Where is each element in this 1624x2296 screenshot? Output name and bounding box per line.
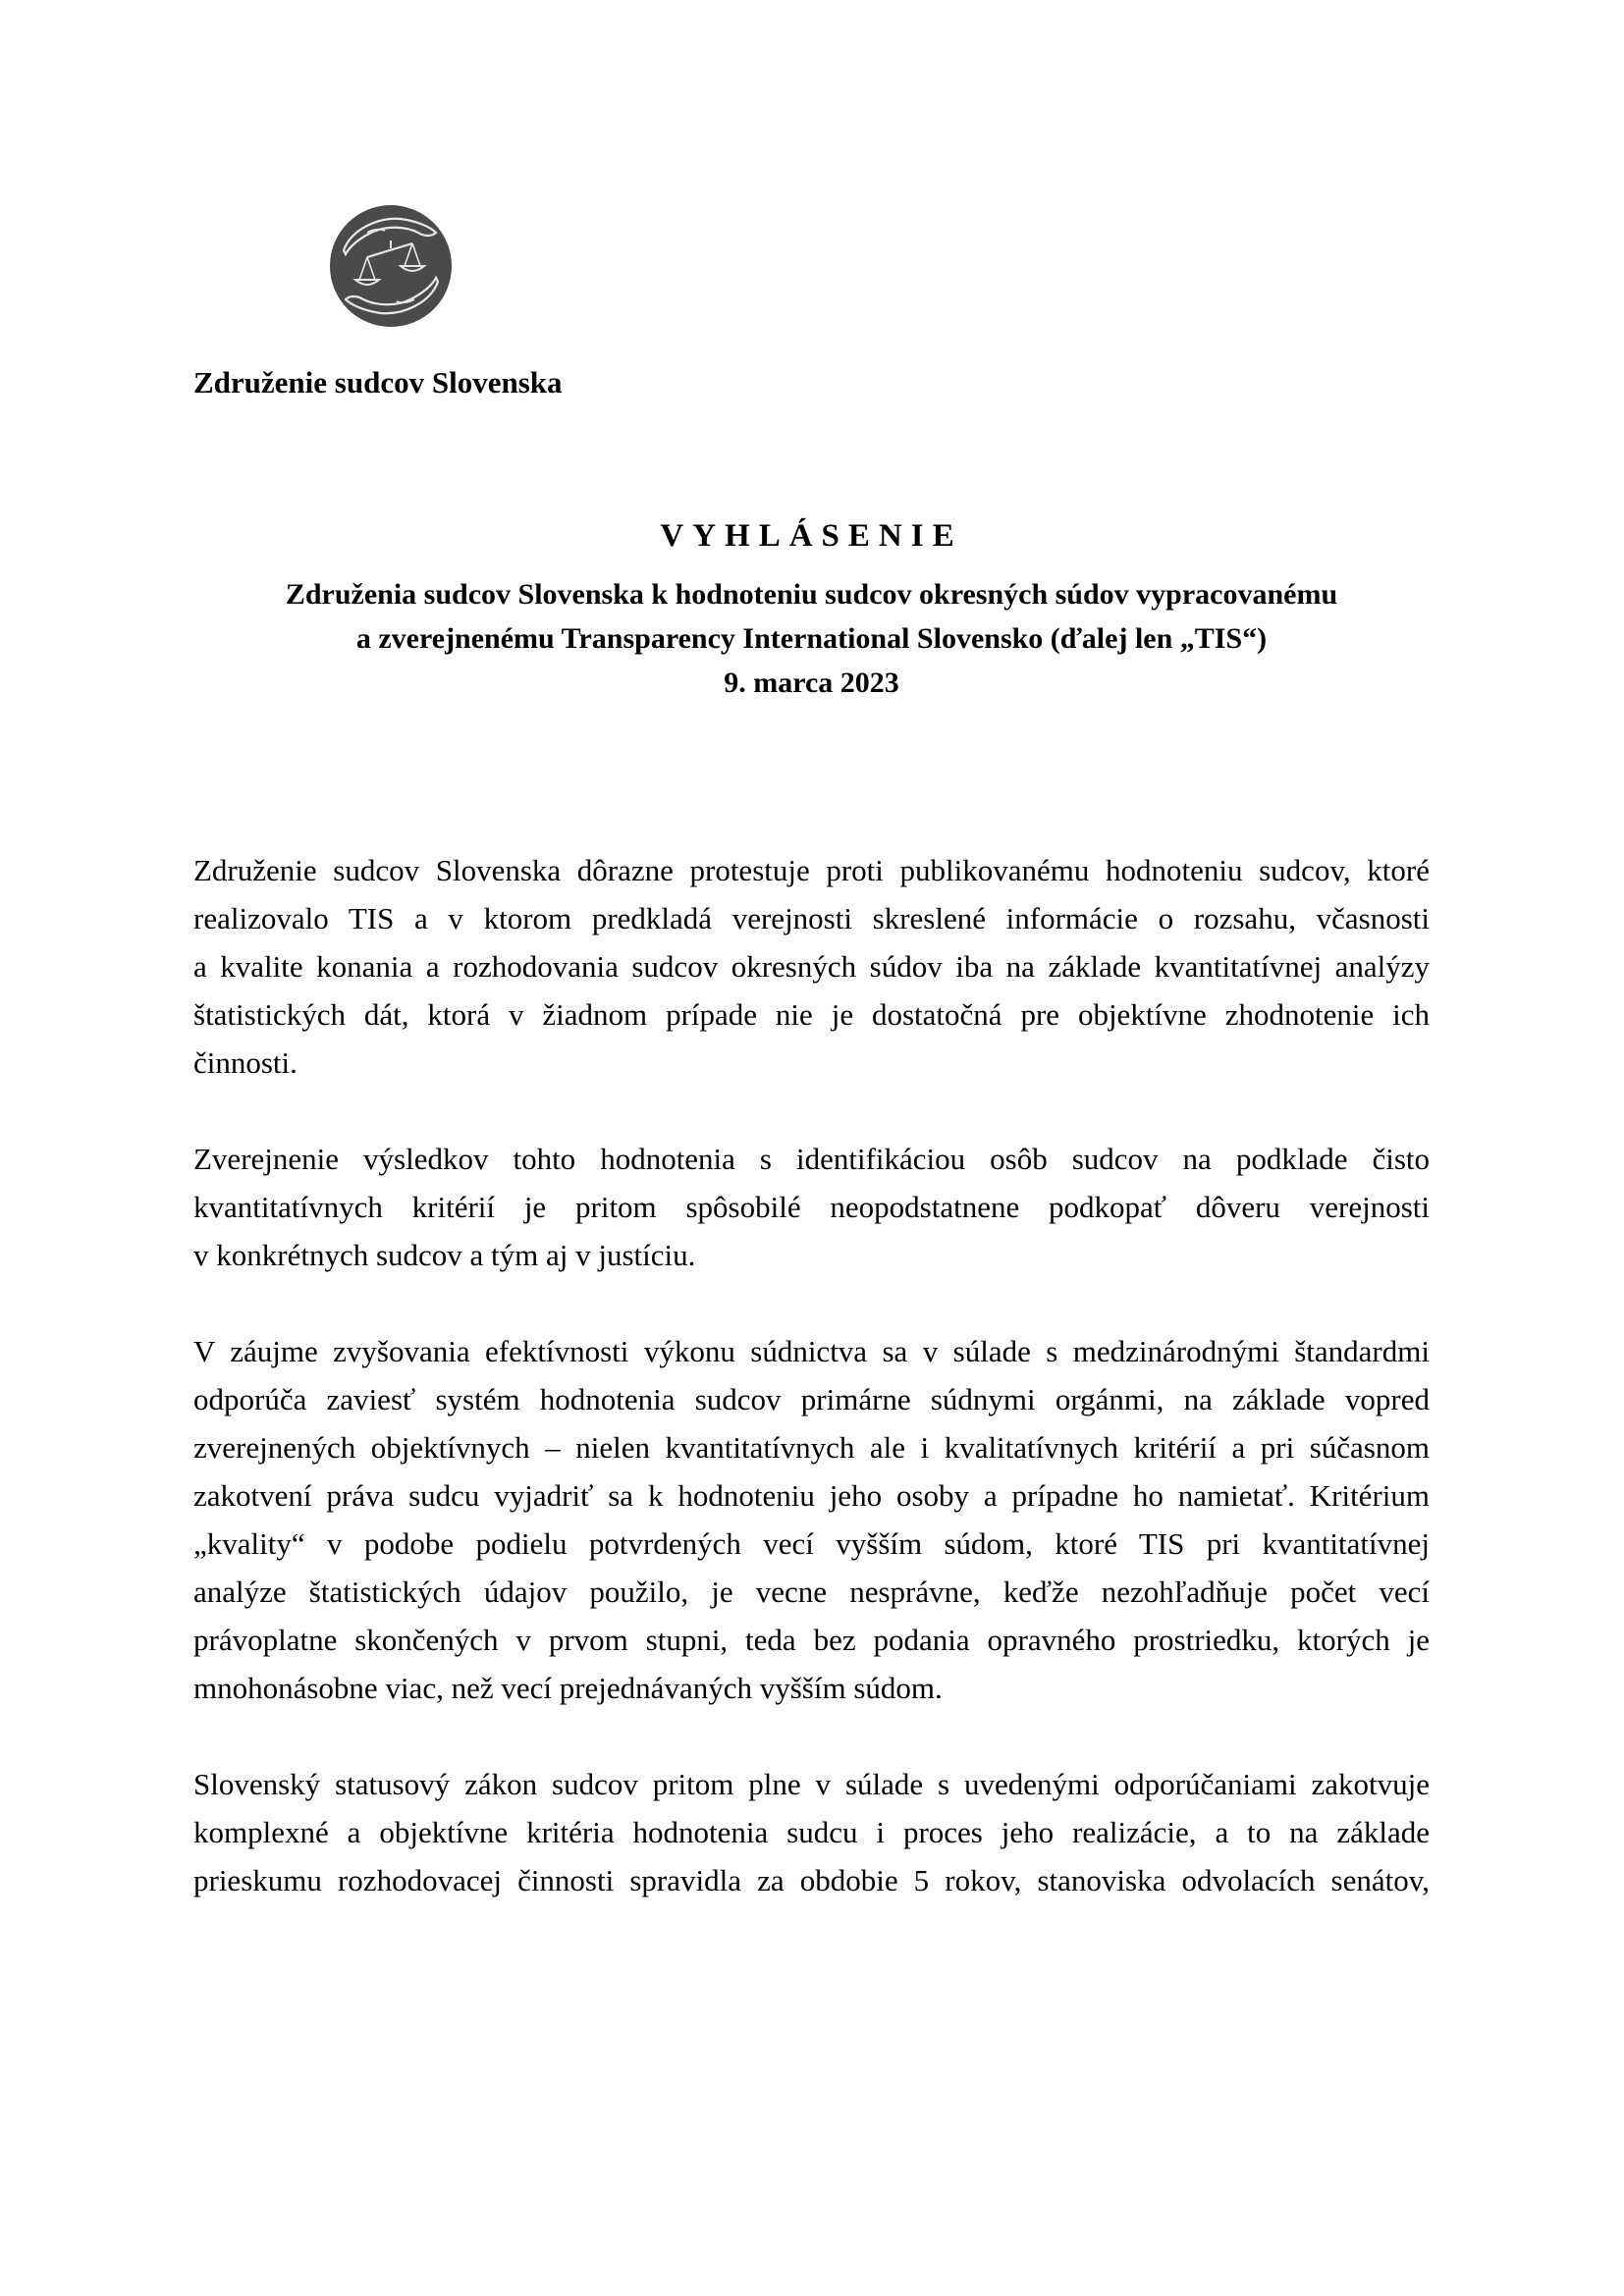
- text-line: v konkrétnych sudcov a tým aj v justíciu.: [193, 1238, 696, 1272]
- text-line: mnohonásobne viac, než vecí prejednávaných vyšším súdom.: [193, 1671, 943, 1705]
- text-line: a kvalite konania a rozhodovania sudcov okresných súdov iba na základe kvantitatívnej analýzy: [193, 949, 1430, 984]
- paragraph: [193, 1327, 1430, 1712]
- text-line: právoplatne skončených v prvom stupni, teda bez podania opravného prostriedku, ktorých je: [193, 1623, 1430, 1657]
- text-line: Slovenský statusový zákon sudcov pritom plne v súlade s uvedenými odporúčaniami zakotvuje: [193, 1767, 1430, 1801]
- text-line: činnosti.: [193, 1045, 298, 1080]
- paragraph: [193, 1760, 1430, 1904]
- title-block: [193, 513, 1430, 705]
- text-line: „kvality“ v podobe podielu potvrdených vecí vyšším súdom, ktoré TIS pri kvantitatívnej: [193, 1526, 1430, 1561]
- organization-logo: [328, 203, 454, 329]
- text-line: realizovalo TIS a v ktorom predkladá verejnosti skreslené informácie o rozsahu, včasnosti: [193, 901, 1430, 935]
- text-line: odporúča zaviesť systém hodnotenia sudcov primárne súdnymi orgánmi, na základe vopred: [193, 1382, 1430, 1416]
- subtitle-line: Združenia sudcov Slovenska k hodnoteniu sudcov okresných súdov vypracovanému: [285, 578, 1338, 611]
- text-line: Združenie sudcov Slovenska dôrazne protestuje proti publikovanému hodnoteniu sudcov, ktoré: [193, 853, 1430, 887]
- text-line: zverejnených objektívnych – nielen kvantitatívnych ale i kvalitatívnych kritérií a pri súčasnom: [193, 1430, 1430, 1465]
- document-date: 9. marca 2023: [724, 667, 899, 699]
- subtitle-line: a zverejnenému Transparency International Slovensko (ďalej len „TIS“): [355, 622, 1268, 655]
- organization-name: Združenie sudcov Slovenska: [193, 365, 563, 400]
- document-body: [193, 846, 1430, 1952]
- text-line: prieskumu rozhodovacej činnosti spravidla za obdobie 5 rokov, stanoviska odvolacích senátov,: [193, 1863, 1430, 1897]
- text-line: zakotvení práva sudcu vyjadriť sa k hodnoteniu jeho osoby a prípadne ho namietať. Kritérium: [193, 1478, 1430, 1513]
- text-line: štatistických dát, ktorá v žiadnom prípade nie je dostatočná pre objektívne zhodnotenie ich: [193, 997, 1430, 1032]
- text-line: kvantitatívnych kritérií je pritom spôsobilé neopodstatnene podkopať dôveru verejnosti: [193, 1190, 1430, 1224]
- paragraph: [193, 1135, 1430, 1279]
- text-line: Zverejnenie výsledkov tohto hodnotenia s identifikáciou osôb sudcov na podklade čisto: [193, 1142, 1430, 1176]
- text-line: analýze štatistických údajov použilo, je vecne nesprávne, keďže nezohľadňuje počet vecí: [193, 1575, 1430, 1609]
- document-title: VYHLÁSENIE: [660, 518, 963, 554]
- text-line: V záujme zvyšovania efektívnosti výkonu súdnictva sa v súlade s medzinárodnými štandardmi: [193, 1334, 1430, 1368]
- text-line: komplexné a objektívne kritéria hodnotenia sudcu i proces jeho realizácie, a to na základe: [193, 1815, 1430, 1849]
- paragraph: [193, 846, 1430, 1087]
- scales-of-justice-icon: [328, 203, 454, 329]
